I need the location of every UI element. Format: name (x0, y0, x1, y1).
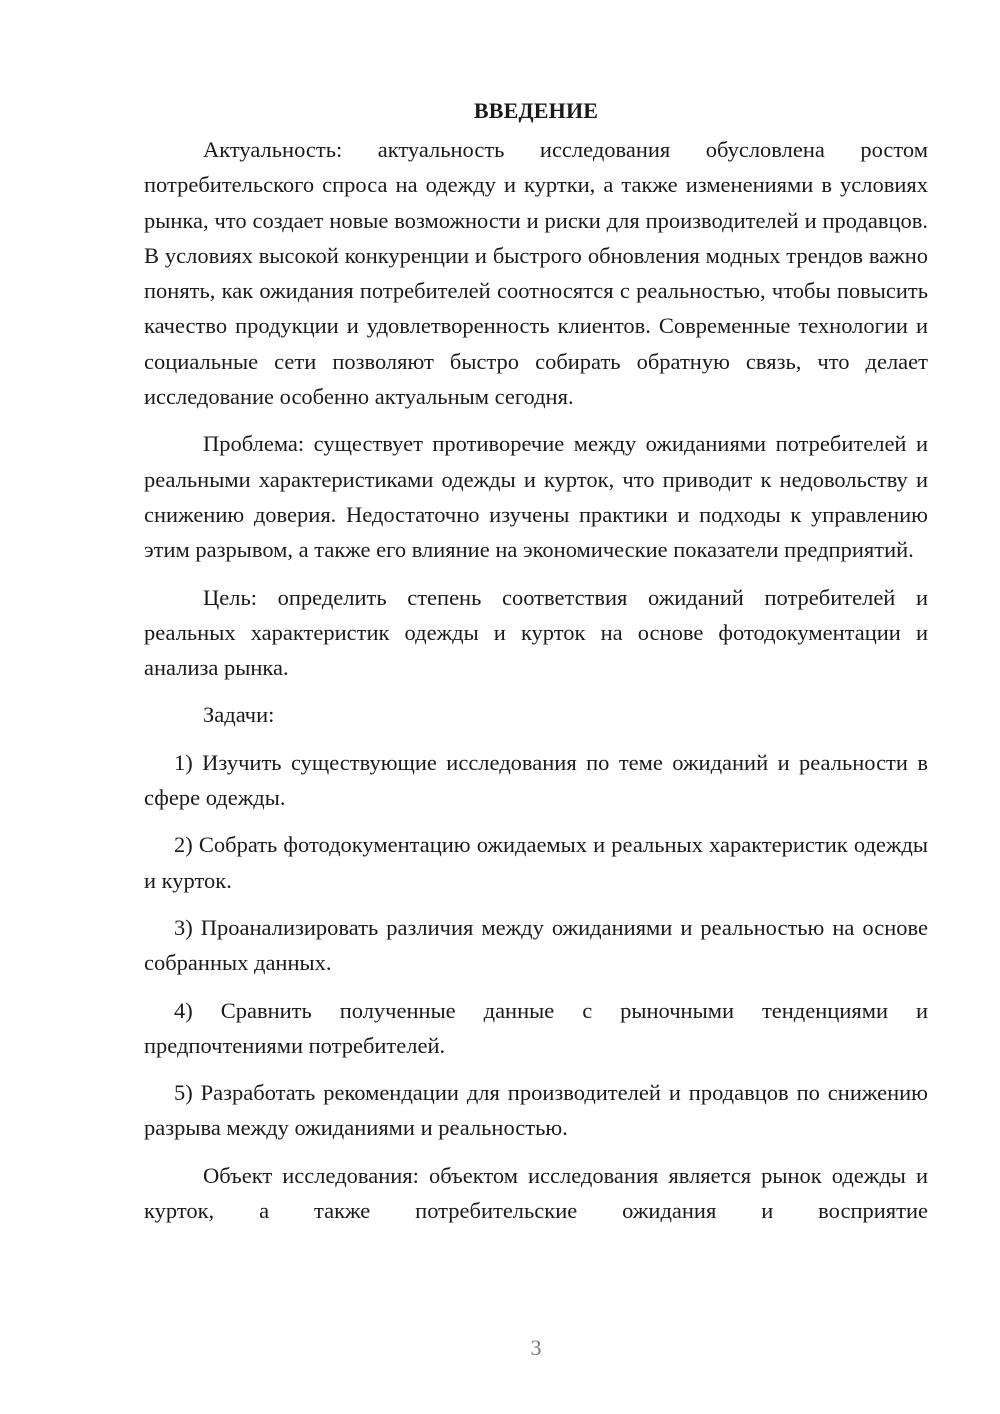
section-heading: ВВЕДЕНИЕ (473, 98, 599, 123)
task-item: 3) Проанализировать различия между ожиданиями и реальностью на основе собранных данных. (144, 914, 928, 976)
object-paragraph: Объект исследования: объектом исследования является рынок одежды и курток, а также потребительские ожидания и восприятие (144, 1162, 928, 1224)
task-item: 2) Собрать фотодокументацию ожидаемых и реальных характеристик одежды и курток. (144, 832, 928, 893)
page-number: 3 (530, 1335, 542, 1360)
relevance-paragraph: Актуальность: актуальность исследования обусловлена ростом потребительского спроса на одежду и куртки, а также изменениями в условиях рынка, что создает новые возможности и риски для производителей и продавцов. В условиях высокой конкуренции и быстрого обновления модных трендов важно понять, как ожидания потребителей соотносятся с реальностью, чтобы повысить качество продукции и удовлетворенность клиентов. Современные технологии и социальные сети позволяют быстро собирать обратную связь, что делает исследование особенно актуальным сегодня. (144, 137, 928, 410)
task-item: 1) Изучить существующие исследования по теме ожиданий и реальности в сфере одежды. (144, 749, 928, 811)
goal-paragraph: Цель: определить степень соответствия ожиданий потребителей и реальных характеристик одежды и курток на основе фотодокументации и анализа рынка. (144, 584, 928, 681)
task-item: 5) Разработать рекомендации для производителей и продавцов по снижению разрыва между ожиданиями и реальностью. (144, 1080, 928, 1141)
tasks-label: Задачи: (203, 702, 275, 728)
problem-paragraph: Проблема: существует противоречие между ожиданиями потребителей и реальными характеристиками одежды и курток, что приводит к недовольству и снижению доверия. Недостаточно изучены практики и подходы к управлению этим разрывом, а также его влияние на экономические показатели предприятий. (144, 431, 928, 563)
tasks-list (144, 745, 928, 1146)
page-content (144, 96, 928, 1228)
task-item: 4) Сравнить полученные данные с рыночными тенденциями и предпочтениями потребителей. (144, 997, 928, 1058)
